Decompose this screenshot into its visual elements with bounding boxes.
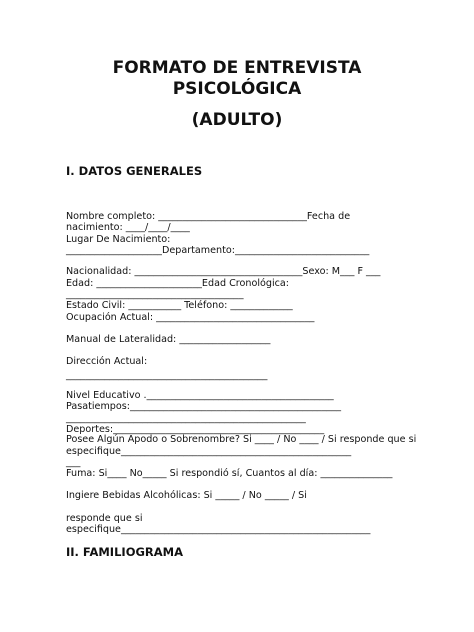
blank-line: _____________________________________ <box>66 289 244 300</box>
field-fuma: Fuma: Si____ No_____ Si respondió sí, Cuantos al día: _______________ <box>66 468 393 479</box>
field-bebidas-alcoholicas: Ingiere Bebidas Alcohólicas: Si _____ / No _____ / Si <box>66 490 307 501</box>
field-direccion: Dirección Actual: <box>66 356 148 367</box>
field-lateralidad: Manual de Lateralidad: ___________________ <box>66 334 271 345</box>
field-nombre-completo: Nombre completo: _______________________________Fecha de <box>66 211 351 222</box>
field-departamento: ____________________Departamento:____________________________ <box>66 245 370 256</box>
section-datos-generales: I. DATOS GENERALES <box>66 164 203 178</box>
field-lugar-nacimiento: Lugar De Nacimiento: <box>66 234 171 245</box>
field-bebidas-especifique: especifique____________________________________________________ <box>66 524 371 535</box>
field-ocupacion: Ocupación Actual: _________________________________ <box>66 312 315 323</box>
field-estado-civil-telefono: Estado Civil: ___________ Teléfono: _____________ <box>66 300 293 311</box>
field-bebidas-responde: responde que si <box>66 513 143 524</box>
blank-line: ___ <box>66 457 81 468</box>
subtitle: (ADULTO) <box>191 110 283 130</box>
title-line-1: FORMATO DE ENTREVISTA <box>112 58 362 78</box>
field-fecha-nacimiento: nacimiento: ____/____/____ <box>66 222 190 233</box>
field-pasatiempos: Pasatiempos:____________________________________________ <box>66 401 342 412</box>
title-line-2: PSICOLÓGICA <box>172 79 302 99</box>
field-edad: Edad: ______________________Edad Cronológica: <box>66 278 290 289</box>
field-nivel-educativo: Nivel Educativo ._______________________________________ <box>66 390 334 401</box>
blank-line: __________________________________________________ <box>66 413 306 424</box>
blank-line: __________________________________________ <box>66 370 268 381</box>
field-nacionalidad-sexo: Nacionalidad: ___________________________________Sexo: M___ F ___ <box>66 266 381 277</box>
section-familiograma: II. FAMILIOGRAMA <box>66 545 184 559</box>
field-apodo: Posee Algún Apodo o Sobrenombre? Si ____ / No ____ / Si responde que si <box>66 434 417 445</box>
field-deportes: Deportes:____________________________________________ <box>66 424 325 435</box>
field-apodo-especifique: especifique________________________________________________ <box>66 446 352 457</box>
